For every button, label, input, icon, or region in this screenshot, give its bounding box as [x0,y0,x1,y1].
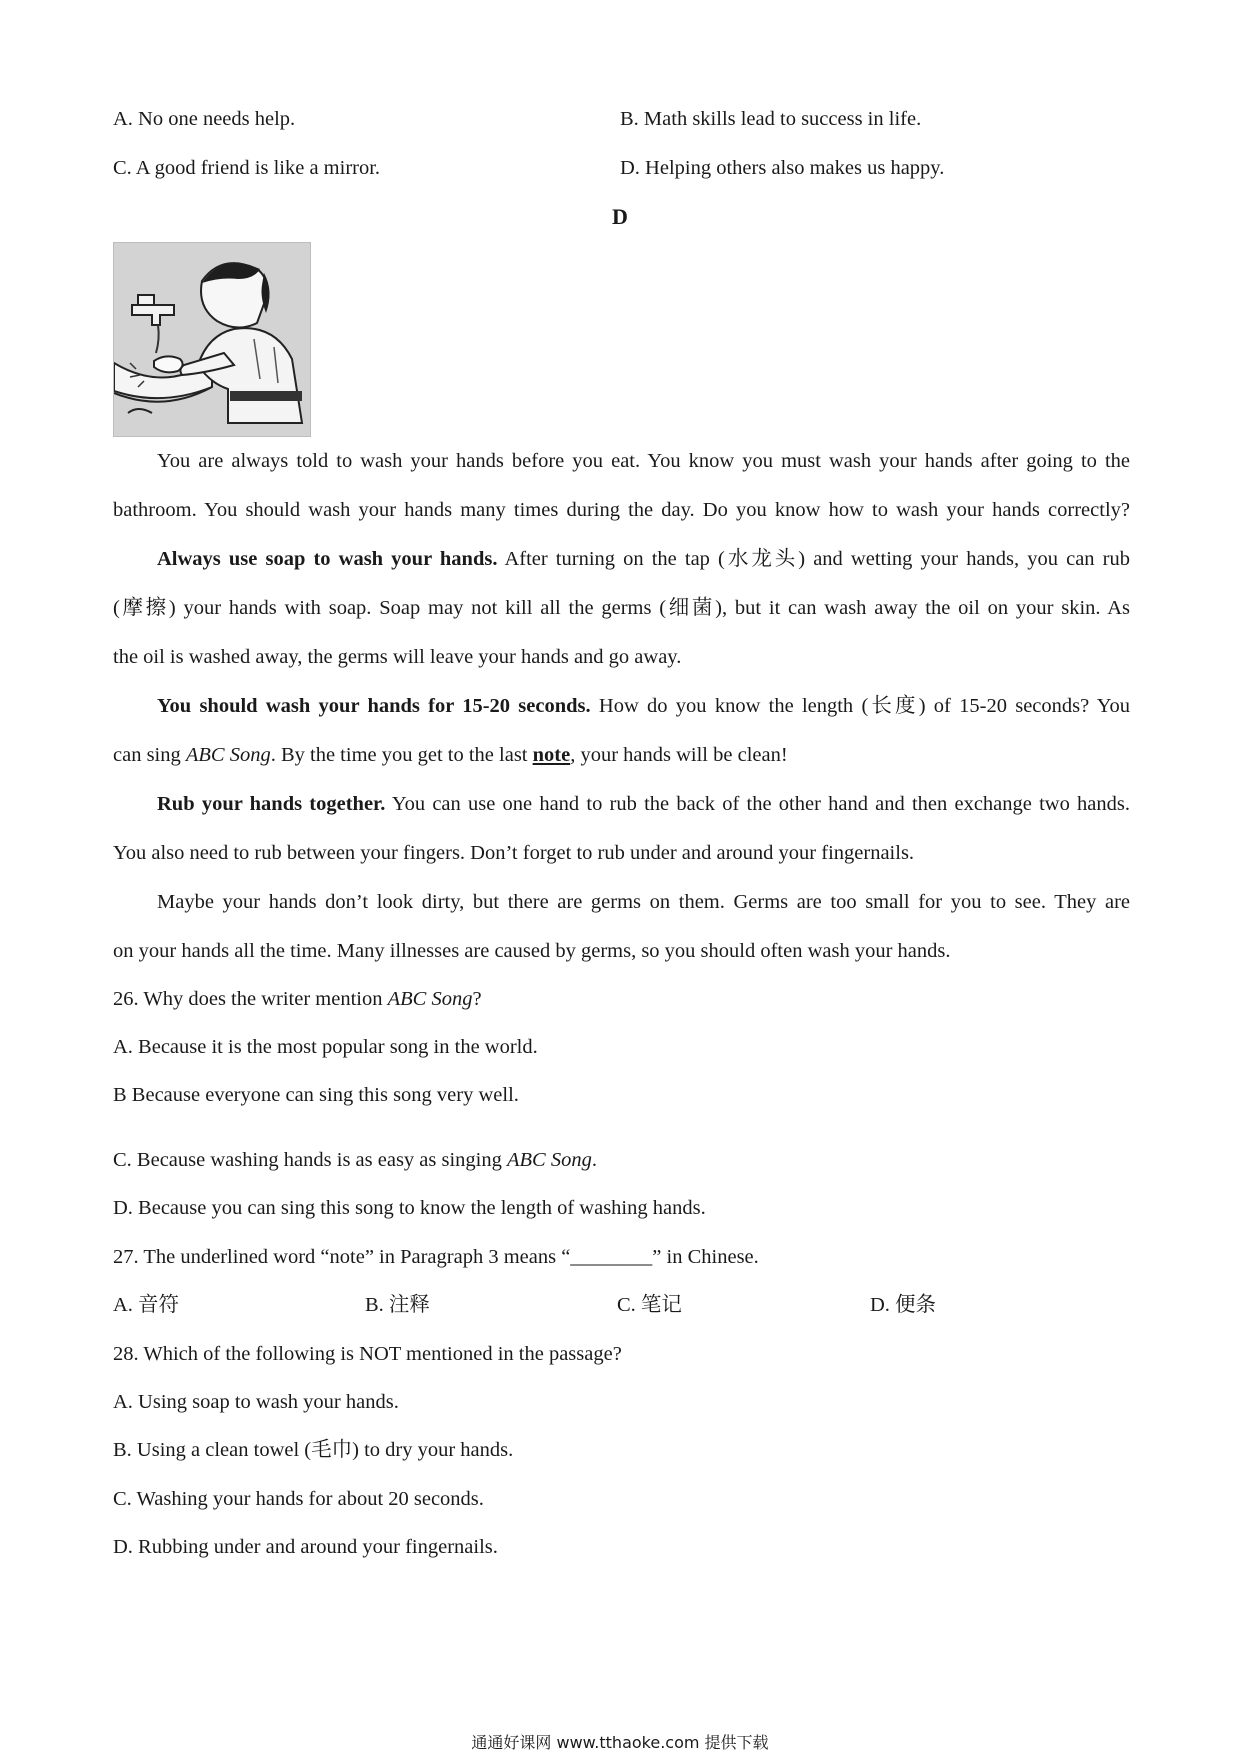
paragraph-1-line-1: You are always told to wash your hands before you eat. You know you must wash your hands after going to the [157,450,1130,472]
question-26-stem-text: 26. Why does the writer mention [113,988,388,1010]
paragraph-2-heading: Always use soap to wash your hands. [157,548,498,570]
question-26-option-c [113,1146,597,1174]
option-b: B. Math skills lead to success in life. [620,108,922,130]
section-title: D [612,204,628,229]
paragraph-4-line-1 [157,790,1130,818]
paragraph-3-text-c: , your hands will be clean! [570,744,788,766]
paragraph-3-line-1-text: How do you know the length (长度) of 15-20 seconds? You [590,695,1130,717]
question-28-stem: 28. Which of the following is NOT mentioned in the passage? [113,1343,622,1365]
question-26-option-b: B Because everyone can sing this song very well. [113,1084,519,1106]
paragraph-5-line-2: on your hands all the time. Many illnesses are caused by germs, so you should often wash your hands. [113,940,951,962]
paragraph-1-line-2: bathroom. You should wash your hands many times during the day. Do you know how to wash your hands correctly? [113,499,1130,521]
paragraph-4-line-2: You also need to rub between your fingers. Don’t forget to rub under and around your fingernails. [113,842,915,864]
question-27-option-d: D. 便条 [870,1294,937,1316]
footer-source: 通通好课网 www.tthaoke.com 提供下载 [471,1733,769,1752]
question-26-option-c-text: C. Because washing hands is as easy as singing [113,1149,507,1171]
question-27-option-c: C. 笔记 [617,1294,682,1316]
question-28-option-b: B. Using a clean towel (毛巾) to dry your hands. [113,1439,514,1461]
option-c: C. A good friend is like a mirror. [113,157,381,179]
paragraph-4-heading: Rub your hands together. [157,793,386,815]
question-26-stem-end: ? [472,988,482,1010]
question-27-stem: 27. The underlined word “note” in Paragraph 3 means “________” in Chinese. [113,1246,759,1268]
paragraph-3-text-b: . By the time you get to the last [270,744,533,766]
question-27-option-b: B. 注释 [365,1294,430,1316]
question-26-option-c-song: ABC Song [507,1149,592,1171]
option-a: A. No one needs help. [113,108,296,130]
paragraph-5-line-1: Maybe your hands don’t look dirty, but there are germs on them. Germs are too small for you to see. They are [157,891,1130,913]
paragraph-2-line-3: the oil is washed away, the germs will leave your hands and go away. [113,646,682,668]
underlined-word-note: note [532,744,571,766]
question-26-stem [113,985,482,1013]
paragraph-4-line-1-text: You can use one hand to rub the back of the other hand and then exchange two hands. [385,793,1131,815]
paragraph-2-line-2: (摩擦) your hands with soap. Soap may not kill all the germs (细菌), but it can wash away the oil on your skin. As [113,597,1130,619]
question-26-option-a: A. Because it is the most popular song in the world. [113,1036,538,1058]
paragraph-3-heading: You should wash your hands for 15-20 seconds. [157,695,591,717]
paragraph-3-line-2 [113,741,788,769]
paragraph-2-line-1 [157,545,1130,573]
question-26-option-d: D. Because you can sing this song to know the length of washing hands. [113,1197,706,1219]
option-d: D. Helping others also makes us happy. [620,157,945,179]
question-28-option-a: A. Using soap to wash your hands. [113,1391,399,1413]
question-26-song-title: ABC Song [387,988,473,1010]
question-28-option-c: C. Washing your hands for about 20 seconds. [113,1488,484,1510]
question-27-option-a: A. 音符 [113,1294,180,1316]
paragraph-3-line-1 [157,692,1130,720]
paragraph-3-text-a: can sing [113,744,186,766]
question-26-option-c-end: . [591,1149,597,1171]
song-title: ABC Song [185,744,271,766]
question-28-option-d: D. Rubbing under and around your fingernails. [113,1536,498,1558]
paragraph-2-line-1-text: After turning on the tap (水龙头) and wetting your hands, you can rub [497,548,1130,570]
hand-washing-illustration [113,242,311,437]
